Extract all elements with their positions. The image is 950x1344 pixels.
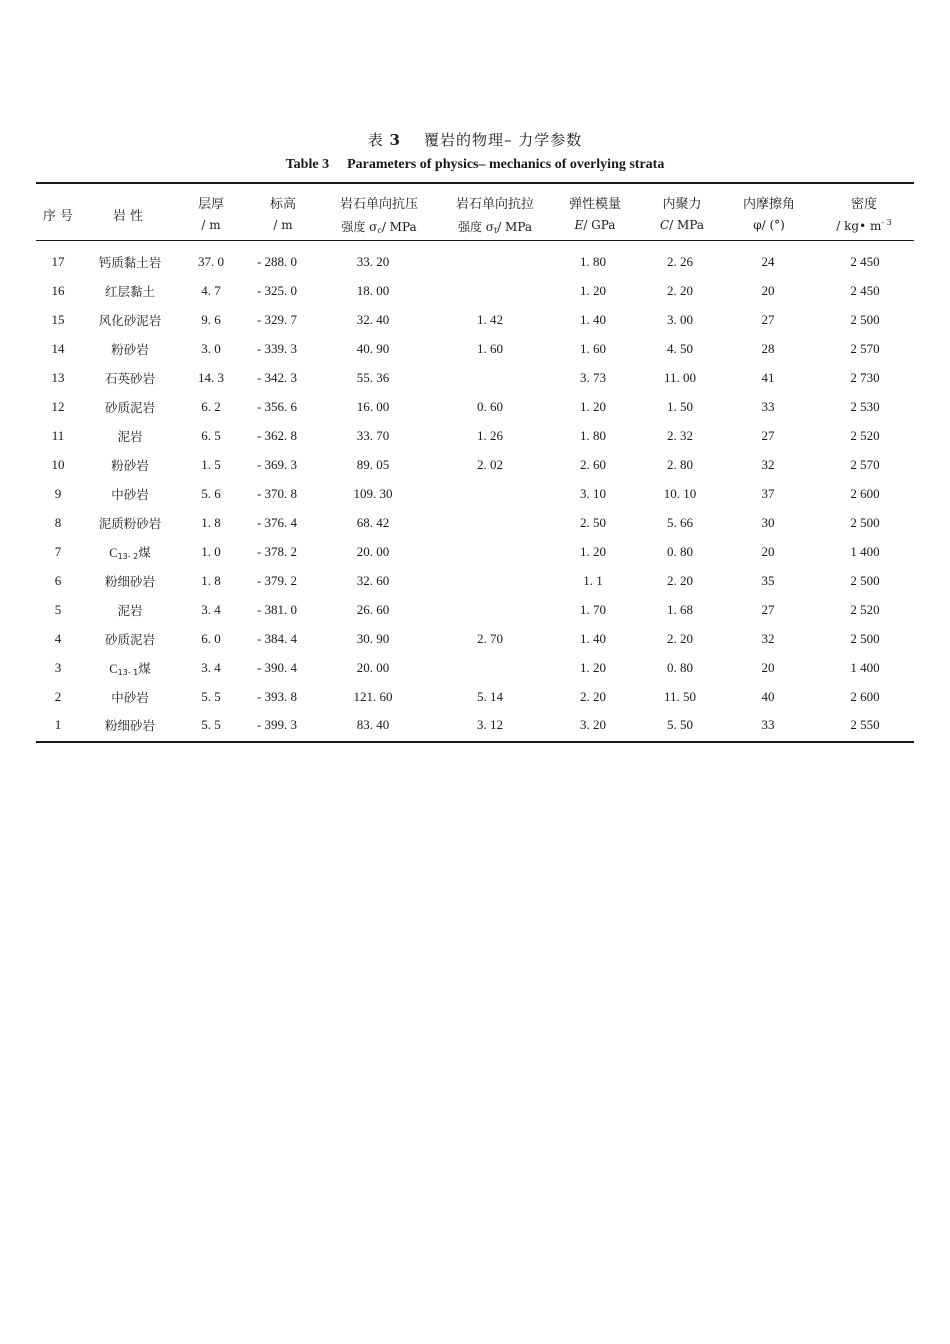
table-row [36, 393, 914, 422]
cell-coh: 2. 32 [667, 428, 693, 444]
header-tensile-l2: 强度 $\sigma_t/$ MPa [457, 220, 533, 235]
cell-thick: 1. 5 [201, 457, 221, 473]
cell-coh: 4. 50 [667, 341, 693, 357]
cell-dens: 1 400 [850, 659, 880, 675]
cell-tens: 1. 42 [477, 312, 503, 328]
cell-fric: 20 [761, 543, 775, 559]
cell-comp: 26. 60 [356, 601, 390, 617]
cell-elev: - 362. 8 [256, 428, 298, 444]
cell-no: 13 [51, 370, 65, 386]
cell-thick: 6. 2 [201, 399, 221, 415]
cell-rock: 中砂岩 [111, 689, 149, 705]
cell-thick: 3. 4 [201, 601, 221, 617]
cell-tens [434, 595, 546, 624]
cell-fric: 20 [761, 283, 775, 299]
cell-comp: 121. 60 [353, 688, 393, 704]
table-caption-en [0, 157, 950, 173]
cell-tens [434, 480, 546, 509]
table-body [36, 248, 914, 740]
cell-coh: 3. 00 [667, 312, 693, 328]
cell-no: 3 [54, 659, 62, 675]
table-top-rule [36, 182, 914, 184]
cell-comp: 16. 00 [356, 399, 390, 415]
cell-fric: 41 [761, 370, 775, 386]
table-row [36, 277, 914, 306]
header-cohesion-l2: C/ MPa [659, 218, 705, 232]
cell-elev: - 399. 3 [256, 717, 298, 733]
header-rock: 岩 性 [112, 209, 144, 224]
cell-fric: 30 [761, 514, 775, 530]
header-elevation-l2: / m [273, 218, 293, 232]
header-tensile-l1: 岩石单向抗拉 [455, 197, 534, 212]
cell-comp: 55. 36 [356, 370, 390, 386]
cell-comp: 40. 90 [356, 341, 390, 357]
table-row [36, 682, 914, 711]
header-modulus-l1: 弹性模量 [568, 197, 621, 212]
cell-fric: 24 [761, 254, 775, 270]
cell-elev: - 390. 4 [256, 659, 298, 675]
cell-thick: 3. 4 [201, 659, 221, 675]
cell-dens: 2 550 [850, 717, 880, 733]
cell-tens: 5. 14 [477, 688, 503, 704]
table-caption-cn [0, 129, 950, 150]
cell-elev: - 356. 6 [256, 399, 298, 415]
cell-no: 12 [51, 399, 65, 415]
cell-coh: 1. 50 [667, 399, 693, 415]
cell-dens: 2 500 [850, 630, 880, 646]
cell-no: 16 [51, 283, 65, 299]
header-compressive-l2: 强度 $\sigma_c/$ MPa [341, 220, 417, 235]
header-density-l1: 密度 [850, 197, 877, 212]
cell-comp: 32. 60 [356, 572, 390, 588]
cell-dens: 2 600 [850, 688, 880, 704]
cell-coh: 1. 68 [667, 601, 693, 617]
cell-mod: 1. 40 [580, 630, 606, 646]
cell-no: 8 [54, 514, 62, 530]
header-thickness-l1: 层厚 [197, 197, 224, 212]
cell-tens [434, 653, 546, 682]
cell-mod: 3. 73 [580, 370, 606, 386]
cell-thick: 5. 5 [201, 717, 221, 733]
cell-comp: 18. 00 [356, 283, 390, 299]
cell-rock: 粉砂岩 [111, 342, 149, 358]
cell-coh: 2. 20 [667, 283, 693, 299]
cell-dens: 2 730 [850, 370, 880, 386]
cell-dens: 2 500 [850, 312, 880, 328]
header-modulus-l2: E/ GPa [574, 218, 616, 232]
cell-thick: 1. 0 [201, 543, 221, 559]
cell-mod: 2. 50 [580, 514, 606, 530]
cell-rock: 粉细砂岩 [104, 573, 155, 589]
cell-mod: 2. 60 [580, 457, 606, 473]
cell-mod: 1. 20 [580, 659, 606, 675]
cell-elev: - 325. 0 [256, 283, 298, 299]
cell-fric: 35 [761, 572, 775, 588]
cell-dens: 2 520 [850, 601, 880, 617]
header-cohesion-l1: 内聚力 [662, 197, 702, 212]
cell-dens: 2 450 [850, 254, 880, 270]
cell-dens: 2 520 [850, 428, 880, 444]
cell-fric: 20 [761, 659, 775, 675]
cell-mod: 3. 20 [580, 717, 606, 733]
cell-dens: 1 400 [850, 543, 880, 559]
cell-comp: 109. 30 [353, 485, 393, 501]
cell-comp: 20. 00 [356, 543, 390, 559]
cell-no: 14 [51, 341, 65, 357]
cell-rock: 粉砂岩 [111, 458, 149, 474]
cell-mod: 1. 80 [580, 254, 606, 270]
cell-comp: 30. 90 [356, 630, 390, 646]
cell-no: 9 [54, 485, 62, 501]
cell-fric: 40 [761, 688, 775, 704]
cell-no: 17 [51, 254, 65, 270]
cell-rock: 钙质黏土岩 [98, 255, 162, 271]
cell-coh: 5. 50 [667, 717, 693, 733]
cell-mod: 1. 20 [580, 543, 606, 559]
cell-thick: 37. 0 [198, 254, 224, 270]
cell-comp: 33. 70 [356, 428, 390, 444]
header-thickness [180, 193, 242, 232]
caption-cn-text: 覆岩的物理– 力学参数 [424, 131, 583, 149]
cell-no: 11 [51, 428, 65, 444]
cell-thick: 5. 5 [201, 688, 221, 704]
cell-comp: 20. 00 [356, 659, 390, 675]
table-row [36, 595, 914, 624]
cell-dens: 2 500 [850, 572, 880, 588]
cell-tens [434, 566, 546, 595]
cell-no: 5 [54, 601, 62, 617]
cell-elev: - 376. 4 [256, 514, 298, 530]
cell-rock: 泥质粉砂岩 [98, 515, 162, 531]
cell-fric: 32 [761, 457, 775, 473]
header-density [814, 193, 914, 233]
table-row [36, 711, 914, 740]
cell-dens: 2 500 [850, 514, 880, 530]
cell-elev: - 381. 0 [256, 601, 298, 617]
cell-rock: 泥岩 [117, 602, 143, 618]
cell-comp: 83. 40 [356, 717, 390, 733]
cell-rock: 粉细砂岩 [104, 718, 155, 734]
cell-comp: 68. 42 [356, 514, 390, 530]
cell-mod: 3. 10 [580, 485, 606, 501]
cell-mod: 1. 20 [580, 399, 606, 415]
strata-table [36, 248, 914, 740]
cell-coh: 2. 20 [667, 630, 693, 646]
cell-tens [434, 537, 546, 566]
cell-rock: 砂质泥岩 [104, 631, 155, 647]
header-elevation [250, 193, 316, 232]
cell-fric: 28 [761, 341, 775, 357]
cell-elev: - 393. 8 [256, 688, 298, 704]
cell-rock: $C_{13- 2}$煤 [109, 544, 151, 561]
cell-thick: 1. 8 [201, 514, 221, 530]
cell-elev: - 378. 2 [256, 543, 298, 559]
cell-coh: 0. 80 [667, 659, 693, 675]
header-cohesion [646, 193, 718, 232]
cell-dens: 2 450 [850, 283, 880, 299]
caption-en-text: Parameters of physics– mechanics of overlying strata [347, 157, 665, 172]
cell-rock: 泥岩 [117, 429, 143, 445]
caption-en-prefix: Table 3 [285, 157, 330, 172]
cell-mod: 1. 40 [580, 312, 606, 328]
cell-fric: 32 [761, 630, 775, 646]
table-header-rule [36, 240, 914, 241]
cell-dens: 2 600 [850, 485, 880, 501]
cell-elev: - 342. 3 [256, 370, 298, 386]
header-friction-l1: 内摩擦角 [742, 197, 795, 212]
cell-no: 6 [54, 572, 62, 588]
cell-thick: 14. 3 [198, 370, 224, 386]
cell-coh: 2. 20 [667, 572, 693, 588]
caption-cn-number: 3 [389, 131, 401, 149]
cell-dens: 2 570 [850, 341, 880, 357]
table-row [36, 508, 914, 537]
table-row [36, 248, 914, 277]
cell-elev: - 339. 3 [256, 341, 298, 357]
cell-elev: - 369. 3 [256, 457, 298, 473]
table-row [36, 537, 914, 566]
cell-thick: 9. 6 [201, 312, 221, 328]
cell-tens [434, 508, 546, 537]
cell-tens [434, 364, 546, 393]
cell-mod: 1. 20 [580, 283, 606, 299]
header-no: 序 号 [42, 209, 74, 224]
cell-no: 2 [54, 688, 62, 704]
cell-coh: 5. 66 [667, 514, 693, 530]
header-tensile [436, 193, 554, 235]
table-row [36, 566, 914, 595]
cell-coh: 11. 00 [663, 370, 697, 386]
cell-fric: 27 [761, 312, 775, 328]
cell-coh: 10. 10 [663, 485, 697, 501]
header-elevation-l1: 标高 [269, 197, 296, 212]
cell-mod: 1. 70 [580, 601, 606, 617]
cell-no: 15 [51, 312, 65, 328]
cell-fric: 33 [761, 717, 775, 733]
cell-mod: 1. 60 [580, 341, 606, 357]
cell-elev: - 379. 2 [256, 572, 298, 588]
table-row [36, 653, 914, 682]
cell-no: 7 [54, 543, 62, 559]
header-friction-angle [726, 193, 812, 232]
cell-comp: 89. 05 [356, 457, 390, 473]
cell-mod: 2. 20 [580, 688, 606, 704]
cell-no: 1 [54, 717, 62, 733]
header-modulus [556, 193, 634, 232]
cell-thick: 5. 6 [201, 485, 221, 501]
cell-fric: 33 [761, 399, 775, 415]
cell-tens: 1. 60 [477, 341, 503, 357]
cell-mod: 1. 80 [580, 428, 606, 444]
cell-thick: 6. 0 [201, 630, 221, 646]
cell-thick: 1. 8 [201, 572, 221, 588]
cell-mod: 1. 1 [583, 572, 603, 588]
cell-elev: - 384. 4 [256, 630, 298, 646]
cell-rock: 红层黏土 [104, 284, 155, 300]
header-compressive-l1: 岩石单向抗压 [339, 197, 418, 212]
cell-tens [434, 248, 546, 277]
cell-rock: $C_{13- 1}$煤 [109, 660, 151, 677]
cell-tens: 2. 70 [477, 630, 503, 646]
header-thickness-l2: / m [201, 218, 221, 232]
cell-coh: 0. 80 [667, 543, 693, 559]
cell-fric: 37 [761, 485, 775, 501]
cell-dens: 2 530 [850, 399, 880, 415]
cell-rock: 石英砂岩 [104, 371, 155, 387]
cell-thick: 4. 7 [201, 283, 221, 299]
cell-coh: 11. 50 [663, 688, 697, 704]
table-bottom-rule [36, 741, 914, 743]
cell-thick: 6. 5 [201, 428, 221, 444]
cell-thick: 3. 0 [201, 341, 221, 357]
cell-tens [434, 277, 546, 306]
cell-rock: 砂质泥岩 [104, 400, 155, 416]
cell-tens: 1. 26 [477, 428, 503, 444]
cell-tens: 2. 02 [477, 457, 503, 473]
cell-elev: - 329. 7 [256, 312, 298, 328]
cell-comp: 33. 20 [356, 254, 390, 270]
cell-rock: 中砂岩 [111, 486, 149, 502]
header-compressive [320, 193, 438, 235]
table-row [36, 364, 914, 393]
table-row [36, 306, 914, 335]
cell-elev: - 288. 0 [256, 254, 298, 270]
cell-fric: 27 [761, 428, 775, 444]
cell-coh: 2. 80 [667, 457, 693, 473]
cell-no: 4 [54, 630, 62, 646]
header-friction-l2: φ/ (°) [753, 218, 785, 232]
cell-no: 10 [51, 457, 65, 473]
cell-elev: - 370. 8 [256, 485, 298, 501]
cell-fric: 27 [761, 601, 775, 617]
cell-coh: 2. 26 [667, 254, 693, 270]
table-row [36, 422, 914, 451]
cell-dens: 2 570 [850, 457, 880, 473]
table-row [36, 451, 914, 480]
caption-cn-prefix: 表 [367, 131, 384, 149]
cell-tens: 0. 60 [477, 399, 503, 415]
table-row [36, 624, 914, 653]
table-row [36, 480, 914, 509]
cell-comp: 32. 40 [356, 312, 390, 328]
header-density-l2: / kg• $m^{- 3}$ [836, 218, 892, 233]
cell-rock: 风化砂泥岩 [98, 313, 162, 329]
table-row [36, 335, 914, 364]
cell-tens: 3. 12 [477, 717, 503, 733]
